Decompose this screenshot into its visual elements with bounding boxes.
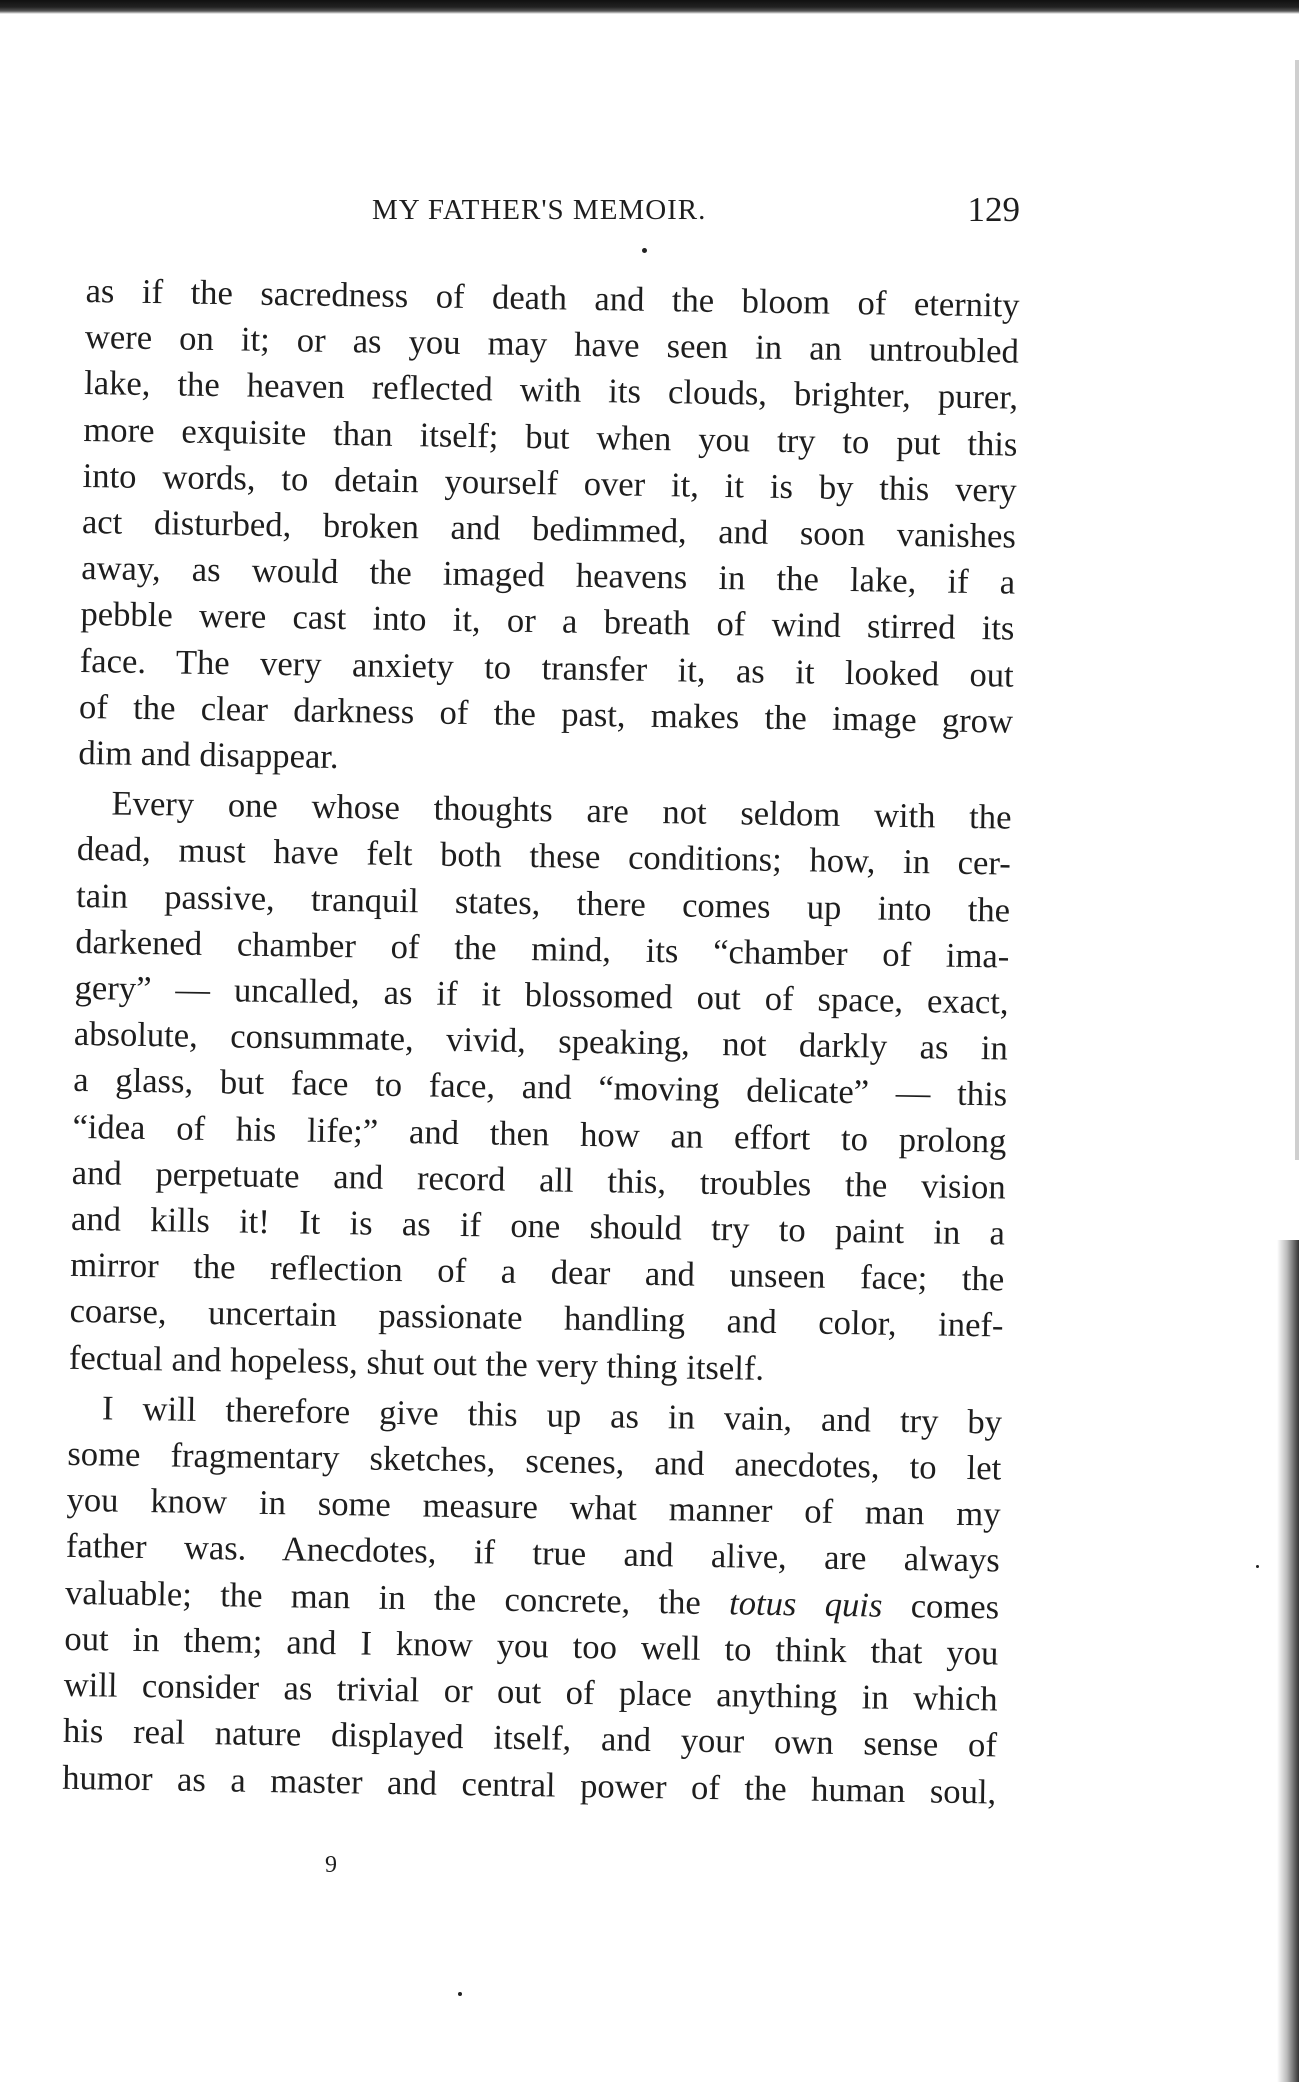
ink-speck bbox=[642, 248, 647, 253]
paragraph-1 bbox=[78, 268, 1020, 791]
body-text bbox=[62, 268, 1020, 1815]
text-line: tain passive, tranquil states, there comes up into the bbox=[75, 876, 1011, 930]
page-header bbox=[372, 190, 1020, 244]
text-line: will consider as trivial or out of place anything in which bbox=[63, 1665, 998, 1719]
text-line: gery” — uncalled, as if it blossomed out of space, exact, bbox=[74, 968, 1009, 1022]
paragraph-3 bbox=[62, 1385, 1002, 1815]
text-line: I will therefore give this up as in vain, and try by bbox=[101, 1389, 1003, 1442]
text-line: lake, the heaven reflected with its clouds, brighter, purer, bbox=[83, 364, 1019, 418]
ink-speck bbox=[1256, 1565, 1259, 1568]
text-line: you know in some measure what manner of man my bbox=[66, 1481, 1001, 1534]
running-head: MY FATHER'S MEMOIR. bbox=[372, 194, 707, 226]
text-line: mirror the reflection of a dear and unseen face; the bbox=[70, 1246, 1005, 1299]
page-number: 129 bbox=[967, 190, 1020, 229]
text-line: humor as a master and central power of the human soul, bbox=[61, 1758, 997, 1811]
text-line: Every one whose thoughts are not seldom with the bbox=[111, 784, 1012, 837]
text-line: out in them; and I know you too well to think that you bbox=[64, 1619, 999, 1673]
paragraph-2 bbox=[69, 780, 1012, 1395]
text-line: darkened chamber of the mind, its “chamber of ima- bbox=[75, 922, 1010, 976]
italic-phrase: totus quis bbox=[728, 1583, 883, 1625]
text-run: comes bbox=[882, 1586, 1000, 1627]
text-line: some fragmentary sketches, scenes, and anecdotes, to let bbox=[67, 1434, 1002, 1488]
text-line: dim and disappear. bbox=[78, 733, 339, 777]
text-line: his real nature displayed itself, and your own sense of bbox=[62, 1712, 998, 1765]
text-line: of the clear darkness of the past, makes the image grow bbox=[78, 687, 1014, 741]
text-line: were on it; or as you may have seen in an untroubled bbox=[84, 318, 1020, 371]
text-line: fectual and hopeless, shut out the very thing itself. bbox=[68, 1338, 765, 1388]
text-line: and perpetuate and record all this, troubles the vision bbox=[71, 1153, 1006, 1207]
text-line: father was. Anecdotes, if true and alive, are always bbox=[65, 1527, 1001, 1580]
text-line: act disturbed, broken and bedimmed, and soon vanishes bbox=[81, 502, 1017, 556]
page-top-edge-shadow bbox=[0, 0, 1299, 14]
text-line: a glass, but face to face, and “moving delicate” — this bbox=[72, 1061, 1008, 1115]
text-line: face. The very anxiety to transfer it, as it looked out bbox=[79, 641, 1015, 695]
page-right-edge-shadow bbox=[1277, 1240, 1299, 2082]
text-line: more exquisite than itself; but when you try to put this bbox=[83, 410, 1018, 464]
text-line: away, as would the imaged heavens in the lake, if a bbox=[80, 549, 1016, 602]
text-line: coarse, uncertain passionate handling and color, inef- bbox=[69, 1292, 1004, 1346]
text-line: into words, to detain yourself over it, it is by this very bbox=[82, 456, 1017, 510]
text-line: dead, must have felt both these conditions; how, in cer- bbox=[76, 830, 1012, 884]
signature-mark: 9 bbox=[325, 1852, 337, 1878]
text-line: as if the sacredness of death and the bloom of eternity bbox=[85, 271, 1020, 325]
text-line: and kills it! It is as if one should try to paint in a bbox=[70, 1199, 1006, 1253]
text-run: valuable; the man in the concrete, the bbox=[64, 1573, 730, 1622]
ink-speck bbox=[458, 1992, 462, 1996]
text-line: “idea of his life;” and then how an effort to prolong bbox=[72, 1107, 1007, 1161]
text-line: absolute, consummate, vivid, speaking, not darkly as in bbox=[73, 1015, 1009, 1068]
text-line: pebble were cast into it, or a breath of wind stirred its bbox=[80, 595, 1015, 649]
page-right-edge-line bbox=[1295, 60, 1299, 1160]
